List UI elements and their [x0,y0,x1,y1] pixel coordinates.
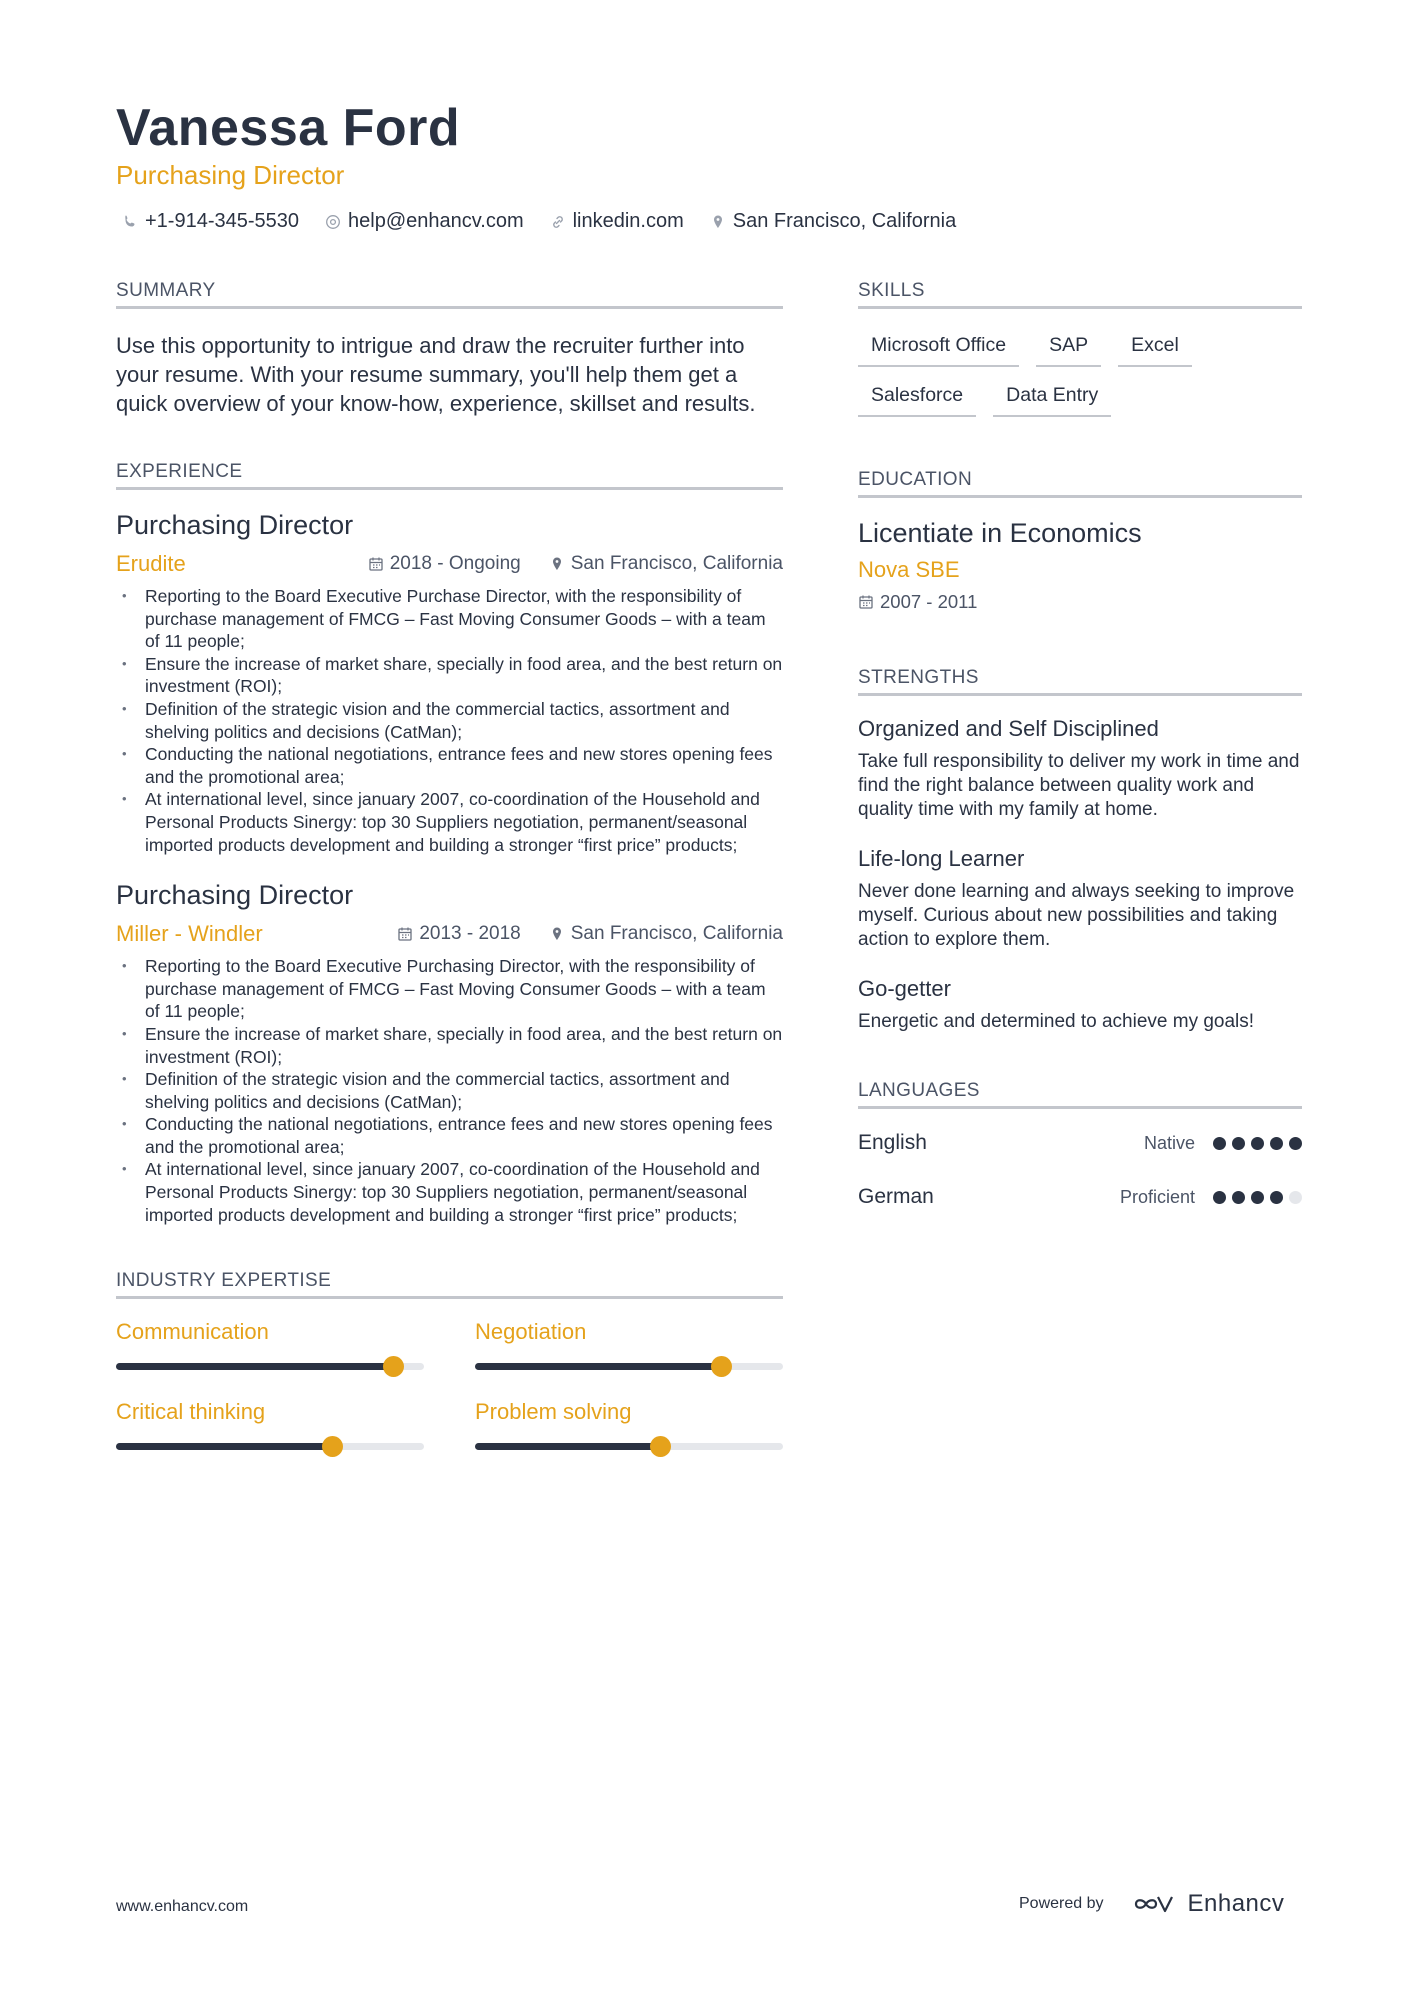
expertise-section [116,1270,783,1450]
job-dates [368,553,521,575]
at-icon [325,214,341,230]
expertise-bar-fill [116,1363,393,1370]
strength-description: Take full responsibility to deliver my work in time and find the right balance between quality work and quality time with my family at home. [858,751,1300,820]
job-meta [116,551,783,577]
location-icon [549,556,565,572]
contact-bar [122,210,956,233]
language-row [858,1131,1302,1155]
strengths-section [858,667,1302,1034]
expertise-item [475,1399,783,1450]
language-name: German [858,1185,934,1208]
strength-description: Never done learning and always seeking to improve myself. Curious about new possibilities and taking action to explore them. [858,881,1295,950]
expertise-bar-handle [322,1436,343,1457]
education-heading: EDUCATION [858,469,1302,498]
brand-logo[interactable] [1132,1890,1285,1918]
strengths-heading: STRENGTHS [858,667,1302,696]
education-section [858,469,1302,613]
job-bullet: • At international level, since january 2007, co-coordination of the Household and Personal Products Sinergy: top 30 Suppliers negotiation, permanent/seasonal imported products development and building a stronger “first price” products; [116,1158,783,1226]
location-icon [710,214,726,230]
expertise-item [116,1319,424,1370]
job-bullet: • Definition of the strategic vision and the commercial tactics, assortment and shelving politics and decisions (CatMan); [116,1068,783,1113]
strength-item [858,846,1302,952]
candidate-name: Vanessa Ford [116,99,461,157]
expertise-label: Critical thinking [116,1399,266,1425]
footer-branding [1019,1890,1284,1918]
job-location-text: San Francisco, California [570,553,783,574]
calendar-icon [858,594,874,610]
languages-section [858,1080,1302,1209]
expertise-bar-fill [116,1443,332,1450]
language-name: English [858,1131,927,1154]
languages-heading: LANGUAGES [858,1080,1302,1109]
job-bullet: • Ensure the increase of market share, specially in food area, and the best return on investment (ROI); [116,1023,783,1068]
language-dot-empty [1289,1191,1302,1204]
contact-phone[interactable] [122,210,299,233]
language-level: Native [1143,1132,1195,1153]
skill-tag: Data Entry [993,384,1111,417]
job-bullets [116,585,783,856]
skill-tag: Salesforce [858,384,976,417]
contact-phone-text: +1-914-345-5530 [145,210,300,232]
skills-section [858,280,1302,417]
job-bullets [116,955,783,1226]
job-location [549,923,783,945]
job-dates [397,923,520,945]
experience-section [116,461,783,1226]
job-role: Purchasing Director [116,880,354,911]
link-icon [550,214,566,230]
language-dots [1213,1191,1302,1204]
education-degree: Licentiate in Economics [858,518,1142,548]
job-entry [116,510,783,856]
job-location [549,553,783,575]
calendar-icon [397,926,413,942]
job-company: Miller - Windler [116,921,263,947]
job-bullet: • Conducting the national negotiations, entrance fees and new stores opening fees and the promotional area; [116,1113,783,1158]
calendar-icon [368,556,384,572]
job-bullet: • At international level, since january 2007, co-coordination of the Household and Personal Products Sinergy: top 30 Suppliers negotiation, permanent/seasonal imported products development and building a stronger “first price” products; [116,788,783,856]
language-level: Proficient [1119,1186,1195,1207]
contact-linkedin-text: linkedin.com [572,210,684,232]
education-school: Nova SBE [858,557,960,582]
strength-title: Organized and Self Disciplined [858,716,1159,741]
strength-title: Life-long Learner [858,846,1025,871]
job-dates-text: 2013 - 2018 [419,923,521,945]
expertise-bar-fill [475,1443,660,1450]
expertise-label: Communication [116,1319,269,1345]
summary-heading: SUMMARY [116,280,783,309]
language-dot-filled [1251,1137,1264,1150]
language-dots [1213,1137,1302,1150]
expertise-bar-fill [475,1363,721,1370]
contact-linkedin[interactable] [550,210,684,233]
expertise-grid [116,1319,783,1450]
phone-icon [122,214,138,230]
expertise-bar [475,1363,783,1370]
location-icon [549,926,565,942]
contact-email-text: help@enhancv.com [348,210,524,232]
brand-name: Enhancv [1187,1890,1285,1917]
expertise-bar [116,1363,424,1370]
expertise-bar-handle [711,1356,732,1377]
job-dates-text: 2018 - Ongoing [389,553,521,574]
expertise-label: Problem solving [475,1399,632,1425]
skill-tag: Microsoft Office [858,334,1019,367]
right-column [858,280,1302,1209]
left-column [116,280,783,1450]
expertise-bar-handle [650,1436,671,1457]
language-dot-filled [1232,1191,1245,1204]
language-dot-filled [1232,1137,1245,1150]
contact-email[interactable] [325,210,524,233]
candidate-title: Purchasing Director [116,160,345,190]
language-dot-filled [1251,1191,1264,1204]
expertise-item [475,1319,783,1370]
skill-tag: SAP [1036,334,1101,367]
experience-heading: EXPERIENCE [116,461,783,490]
strength-description: Energetic and determined to achieve my goals! [858,1011,1255,1032]
summary-text: Use this opportunity to intrigue and draw the recruiter further into your resume. With your resume summary, you'll help them get a quick overview of your know-how, experience, skillset and results. [116,333,756,416]
contact-location-text: San Francisco, California [732,210,957,232]
expertise-bar [475,1443,783,1450]
job-location-text: San Francisco, California [570,923,783,945]
language-dot-filled [1289,1137,1302,1150]
education-dates [858,591,1302,613]
job-bullet: • Reporting to the Board Executive Purchase Director, with the responsibility of purchase management of FMCG – Fast Moving Consumer Goods – with a team of 11 people; [116,585,783,653]
footer-website[interactable]: www.enhancv.com [116,1898,249,1915]
job-role: Purchasing Director [116,510,354,540]
language-row [858,1185,1302,1209]
expertise-item [116,1399,424,1450]
contact-location [710,210,956,233]
strength-title: Go-getter [858,976,951,1001]
strength-item [858,716,1302,822]
language-dot-filled [1213,1137,1226,1150]
expertise-bar-handle [383,1356,404,1377]
powered-by-label: Powered by [1019,1895,1104,1912]
summary-section [116,280,783,418]
job-bullet: • Conducting the national negotiations, entrance fees and new stores opening fees and the promotional area; [116,743,783,788]
expertise-heading: INDUSTRY EXPERTISE [116,1270,783,1299]
skills-heading: SKILLS [858,280,1302,309]
job-meta [116,921,783,947]
job-bullet: • Reporting to the Board Executive Purchasing Director, with the responsibility of purchase management of FMCG – Fast Moving Consumer Goods – with a team of 11 people; [116,955,783,1023]
language-dot-filled [1270,1137,1283,1150]
strength-item [858,976,1302,1034]
language-dot-filled [1270,1191,1283,1204]
education-dates-text: 2007 - 2011 [880,591,978,612]
language-dot-filled [1213,1191,1226,1204]
job-company: Erudite [116,551,186,576]
job-entry [116,880,783,1226]
expertise-bar [116,1443,424,1450]
skills-list [858,334,1298,417]
job-bullet: • Definition of the strategic vision and the commercial tactics, assortment and shelving politics and decisions (CatMan); [116,698,783,743]
skill-tag: Excel [1118,334,1192,367]
job-bullet: • Ensure the increase of market share, specially in food area, and the best return on investment (ROI); [116,653,783,698]
enhancv-logo-icon [1132,1892,1178,1916]
expertise-label: Negotiation [475,1319,587,1345]
